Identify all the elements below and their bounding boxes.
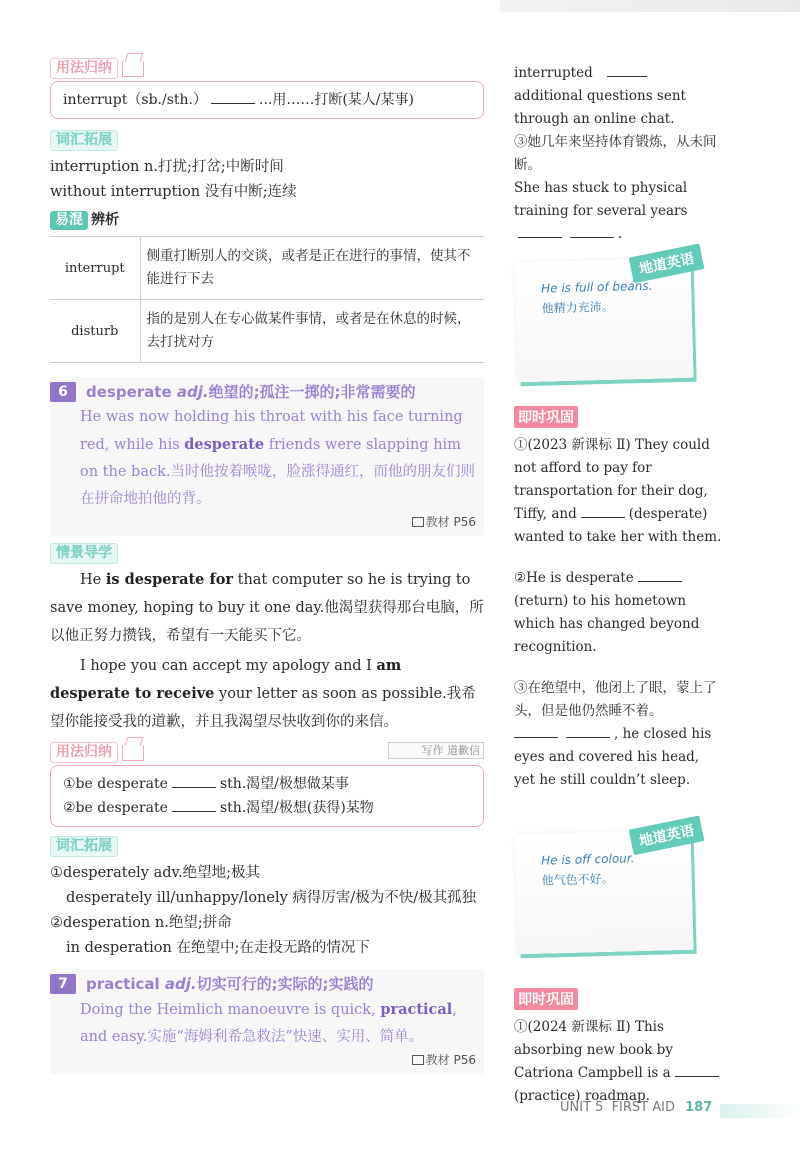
- page-footer: [560, 1100, 712, 1115]
- practice-tag: 即时巩固: [514, 988, 578, 1010]
- idiom-sticky-note-2: [514, 822, 696, 955]
- box-icon: [122, 745, 144, 761]
- right-column: [514, 62, 724, 1108]
- answer-blank[interactable]: [607, 63, 647, 77]
- vocab-line: in desperation 在绝望中;在走投无路的情况下: [66, 940, 370, 956]
- word-headword: practical: [86, 975, 160, 993]
- vocab-tag: 词汇拓展: [50, 836, 118, 857]
- usage-tag: 用法归纳: [50, 742, 118, 763]
- vocab-line: interruption n.打扰;打岔;中断时间: [50, 159, 284, 175]
- word-card-6: [50, 377, 484, 536]
- usage-line: interrupt（sb./sth.）: [63, 92, 207, 108]
- table-cell-term: interrupt: [50, 237, 140, 300]
- box-icon: [122, 61, 144, 77]
- book-icon: [412, 1055, 424, 1065]
- idiom-english: He is full of beans.: [540, 278, 653, 296]
- vocab-line: without interruption 没有中断;连续: [50, 184, 297, 200]
- word-headword: desperate: [86, 383, 172, 401]
- word-example: Doing the Heimlich manoeuvre is quick, practical, and easy.实施“海姆利希急救法”快速、实用、简单。: [80, 1001, 457, 1045]
- answer-blank[interactable]: [570, 224, 614, 238]
- word-meaning: 切实可行的;实际的;实践的: [196, 975, 374, 993]
- vocab-tag: 词汇拓展: [50, 130, 118, 151]
- context-paragraph-1: He is desperate for that computer so he is trying to save money, hoping to buy it one day.他渴望获得那台电脑，所以他正努力攒钱，希望有一天能买下它。: [50, 571, 484, 644]
- context-tag: 情景导学: [50, 543, 118, 564]
- answer-blank[interactable]: [514, 724, 558, 738]
- exercise-item-3-en: She has stuck to physical training for several years.: [514, 180, 688, 242]
- top-decoration-bar: [500, 0, 800, 12]
- usage-heading-2: [50, 742, 388, 763]
- practice-tag: 即时巩固: [514, 406, 578, 428]
- footer-decoration-bar: [720, 1104, 800, 1118]
- vocab-section-1: [50, 129, 484, 205]
- table-row: [50, 300, 484, 363]
- vocab-line: ②desperation n.绝望;拼命: [50, 915, 232, 931]
- idiom-badge: 地道英语: [629, 243, 705, 283]
- answer-blank[interactable]: [581, 504, 625, 518]
- vocab-section-2: [50, 835, 484, 961]
- confuse-tag-label: 辨析: [91, 212, 119, 228]
- answer-blank[interactable]: [211, 90, 255, 104]
- vocab-line: ①desperately adv.绝望地;极其: [50, 865, 260, 881]
- word-pos: adj.: [176, 383, 209, 401]
- word-pos: adj.: [164, 975, 197, 993]
- table-cell-desc: 指的是别人在专心做某件事情，或者是在休息的时候，去打扰对方: [140, 300, 484, 363]
- source-ref: 教材 P56: [50, 1051, 476, 1068]
- practice-item-1: ①(2024 新课标 Ⅱ) This absorbing new book by Catriona Campbell is a(practice) roadmap.: [514, 1016, 724, 1108]
- idiom-sticky-note-1: [514, 250, 696, 383]
- word-card-7: [50, 969, 484, 1074]
- word-heading: [50, 973, 476, 994]
- confuse-table: [50, 236, 484, 363]
- word-example: He was now holding his throat with his face turning red, while his desperate friends were slapping him on the back.当时他按着喉咙，脸涨得通红，而他的朋友们则在拼命地拍他的背。: [80, 409, 475, 507]
- usage-meaning: ...用……打断(某人/某事): [259, 92, 414, 108]
- answer-blank[interactable]: [638, 568, 682, 582]
- idiom-badge: 地道英语: [629, 815, 705, 855]
- answer-blank[interactable]: [172, 798, 216, 812]
- confuse-section: [50, 209, 484, 363]
- exercise-item-3-zh: ③她几年来坚持体育锻炼，从未间断。: [514, 134, 717, 173]
- word-number: 6: [50, 382, 76, 402]
- usage-box-2: ①be desperate sth.渴望/极想做某事 ②be desperate sth.渴望/极想(获得)某物: [50, 765, 484, 827]
- answer-blank[interactable]: [675, 1063, 719, 1077]
- idiom-chinese: 他精力充沛。: [541, 299, 614, 316]
- exercise-continuation: interruptedadditional questions sent through an online chat.: [514, 65, 686, 127]
- page-number: 187: [685, 1100, 713, 1115]
- usage-heading-1: [50, 58, 484, 79]
- practice-item-3-en: , he closed his eyes and covered his head, yet he still couldn’t sleep.: [514, 726, 712, 788]
- practice-item-2: ②He is desperate(return) to his hometown which has changed beyond recognition.: [514, 570, 700, 655]
- word-heading: [50, 381, 476, 402]
- table-row: [50, 237, 484, 300]
- word-meaning: 绝望的;孤注一掷的;非常需要的: [208, 383, 416, 401]
- confuse-tag: 易混: [50, 211, 88, 230]
- usage-tag: 用法归纳: [50, 58, 118, 79]
- table-cell-term: disturb: [50, 300, 140, 363]
- table-cell-desc: 侧重打断别人的交谈，或者是正在进行的事情，使其不能进行下去: [140, 237, 484, 300]
- vocab-line: desperately ill/unhappy/lonely 病得厉害/极为不快/极其孤独: [66, 890, 477, 906]
- answer-blank[interactable]: [566, 724, 610, 738]
- answer-blank[interactable]: [518, 224, 562, 238]
- book-icon: [412, 517, 424, 527]
- writing-note-tag: 写作 道歉信: [388, 742, 485, 759]
- source-ref: 教材 P56: [50, 513, 476, 530]
- idiom-english: He is off colour.: [540, 851, 635, 868]
- context-paragraph-2: I hope you can accept my apology and I am desperate to receive your letter as soon as possible.我希望你能接受我的道歉，并且我渴望尽快收到你的来信。 写作 道歉信: [50, 652, 484, 736]
- usage-box-1: [50, 81, 484, 119]
- left-column: [50, 58, 484, 1074]
- idiom-chinese: 他气色不好。: [541, 871, 614, 888]
- word-number: 7: [50, 974, 76, 994]
- unit-label: UNIT 5: [560, 1100, 604, 1115]
- practice-item-1: ①(2023 新课标 Ⅱ) They could not afford to pay for transportation for their dog, Tiffy, and (desperate) wanted to take her with them.: [514, 437, 722, 545]
- unit-title: FIRST AID: [611, 1100, 675, 1115]
- practice-item-3-zh: ③在绝望中，他闭上了眼，蒙上了头，但是他仍然睡不着。: [514, 680, 717, 719]
- answer-blank[interactable]: [172, 774, 216, 788]
